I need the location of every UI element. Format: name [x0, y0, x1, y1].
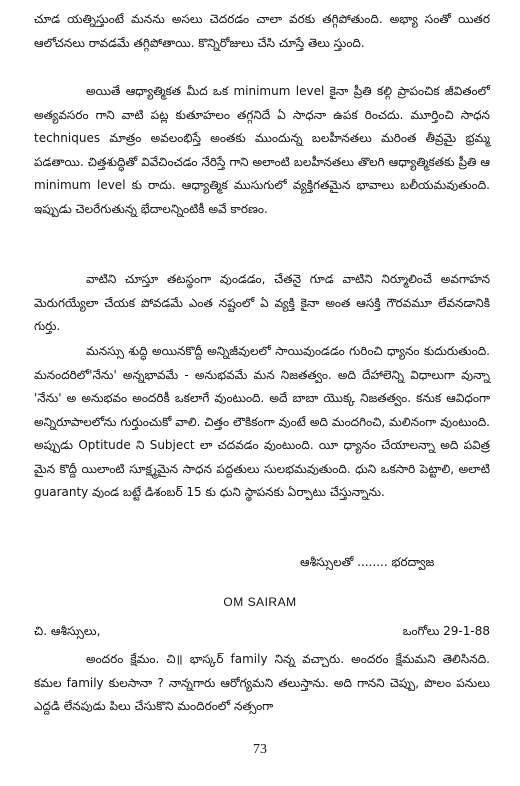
- page-number: 73: [253, 742, 267, 757]
- signoff: ఆశీస్సులతో ........ భరద్వాజ: [300, 555, 435, 569]
- paragraph-2: అయితే ఆధ్యాత్మికత మీద ఒక minimum level కైనా ప్రీతి కల్గి ప్రాపంచిక జీవితంలో అత్యవసరం గాని వాటి పట్ల కుతూహలం తగ్గనిదే ఏ సాధనా ఉపక రించదు. మూర్తించి సాధన techniques మాత్రం అవలంభిస్తే అంతకు ముందున్న బలహీనతలు మరింత తీవ్రమై భ్రమ్మ పడతాయి. చిత్తశుద్ధితో వివేచించడం నేరిస్తే గాని అలాంటి బలహీనతలు తొలగి ఆధ్యాత్మికతకు ప్రీతి ఆ minimum level కు రాదు. ఆధ్యాత్మిక ముసుగులో వ్యక్తిగతమైన భావాలు బలీయమవుతుంది. ఇప్పుడు చెలరేగుతున్న భేదాలన్నింటికీ అవే కారణం.: [34, 84, 490, 216]
- salutation-row: [34, 624, 490, 641]
- salutation: చి. ఆశీస్సులు,: [34, 624, 101, 638]
- place-date: ఒంగోలు 29-1-88: [402, 624, 490, 638]
- paragraph-4: మనస్సు శుద్ధి అయినకొద్దీ అన్నిజీవులలో సాయివుండడం గురించి ధ్యానం కుదురుతుంది. మనందరిలో'నేను' అన్నభావమే - అనుభవమే మన నిజతత్వం. అది దేహాలెన్ని విధాలుగా వున్నా 'నేను' అ అనుభవం అందరికీ ఒకలాగే వుంటుంది. అదే బాబా యొక్క నిజతత్వం. కనుక ఆవిధంగా అన్నిరూపాలలోను గుర్తుంచుకో వాలి. చిత్తం లౌకికంగా వుంటే అది మందగించి, మలినంగా వుంటుంది. అప్పుడు Optitude ని Subject లా చదవడం వుంటుంది. యీ ధ్యానం చేయాలన్నా అది పవిత్ర మైన కొద్దీ యిలాంటి సూక్ష్మమైన సాధన పద్దతులు సులభమవుతుంది. ధుని ఒకసారి పెట్టాలి, అలాటి guaranty వుండ బట్టే డిశంబర్ 15 కు ధుని స్థాపనకు ఏర్పాటు చేస్తున్నాను.: [34, 344, 490, 499]
- paragraph-3: వాటిని చూస్తూ తటస్థంగా వుండడం, చేతనై గూడ వాటిని నిర్మూలించే అవగాహన మెరుగయ్యేలా చేయక పోవడమే ఎంత నష్టంలో ఏ వ్యక్తి కైనా అంత ఆసక్తి గౌరవమూ లేవనడానికి గుర్తు.: [34, 272, 490, 333]
- paragraph-1: చూడ యత్నిస్తుంటే మనను అసలు చెదరడం చాలా వరకు తగ్గిపోతుంది. అభ్యా సంతో యితర ఆలోచనలు రావడమే తగ్గిపోతాయి. కొన్నిరోజులు చేసి చూస్తే తెలు స్తుంది.: [34, 12, 490, 50]
- paragraph-5: అందరం క్షేమం. చి॥ భాస్కర్ family నిన్న వచ్చారు. అందరం క్షేమమని తెలిసినది. కమల family కులసానా ? నాన్నగారు ఆరోగ్యమని తలుస్తాను. అది గానని చెప్పు, పొలం పనులు ఎద్దడి లేనపుడు పిలు చేసుకొని మందిరంలో నత్సంగా: [34, 652, 490, 713]
- section-heading: OM SAIRAM: [223, 595, 297, 609]
